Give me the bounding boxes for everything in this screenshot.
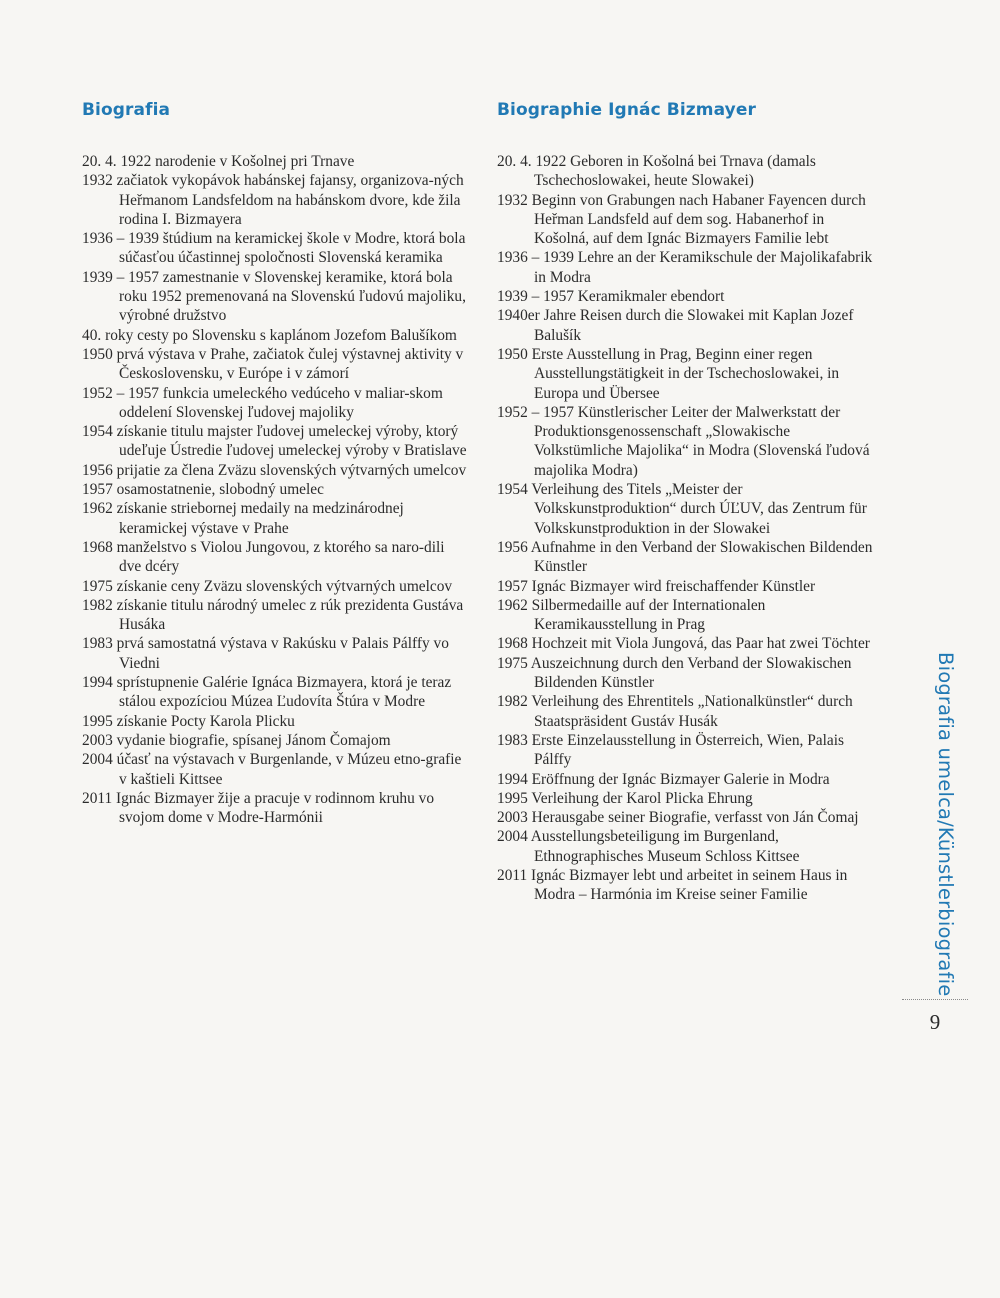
timeline-entry: 1939 – 1957 zamestnanie v Slovenskej keramike, ktorá bola roku 1952 premenovaná na Slovenskú ľudovú majoliku, výrobné družstvo xyxy=(82,268,466,325)
timeline-entry: 2003 Herausgabe seiner Biografie, verfasst von Ján Čomaj xyxy=(497,809,859,827)
timeline-german xyxy=(497,152,882,905)
timeline-entry: 1982 Verleihung des Ehrentitels „Nationalkünstler“ durch Staatspräsident Gustáv Husák xyxy=(497,693,853,730)
timeline-entry: 1932 začiatok vykopávok habánskej fajansy, organizova-ných Heřmanom Landsfeldom na habánskom dvore, kde žila rodina I. Bizmayera xyxy=(82,172,464,228)
timeline-entry: 1932 Beginn von Grabungen nach Habaner Fayencen durch Heřman Landsfeld auf dem sog. Habanerhof in Košolná, auf dem Ignác Bizmayers Familie lebt xyxy=(497,191,866,248)
timeline-entry: 1936 – 1939 štúdium na keramickej škole v Modre, ktorá bola súčasťou účastinnej spoločnosti Slovenská keramika xyxy=(82,230,466,267)
section-title-vertical: Biografia umelca/Künstlerbiografie xyxy=(934,652,957,997)
timeline-slovak xyxy=(82,152,467,827)
heading-biographie: Biographie Ignác Bizmayer xyxy=(497,100,756,120)
timeline-entry: 1954 Verleihung des Titels „Meister der Volkskunstproduktion“ durch ÚĽUV, das Zentrum für Volkskunstproduktion in der Slowakei xyxy=(497,481,867,537)
timeline-entry: 1994 Eröffnung der Ignác Bizmayer Galerie in Modra xyxy=(497,770,830,788)
timeline-entry: 1940er Jahre Reisen durch die Slowakei mit Kaplan Jozef Balušík xyxy=(497,307,854,344)
timeline-entry: 1982 získanie titulu národný umelec z rúk prezidenta Gustáva Husáka xyxy=(82,596,464,634)
timeline-entry: 2004 účasť na výstavach v Burgenlande, v Múzeu etno-grafie v kaštieli Kittsee xyxy=(82,751,462,788)
timeline-entry: 2003 vydanie biografie, spísanej Jánom Čomajom xyxy=(82,731,391,749)
timeline-entry: 1950 prvá výstava v Prahe, začiatok čulej výstavnej aktivity v Československu, v Európe i v zámorí xyxy=(82,345,464,383)
timeline-entry: 1975 získanie ceny Zväzu slovenských výtvarných umelcov xyxy=(82,577,453,595)
timeline-entry: 1962 Silbermedaille auf der Internationalen Keramikausstellung in Prag xyxy=(497,596,766,634)
timeline-entry: 1952 – 1957 Künstlerischer Leiter der Malwerkstatt der Produktionsgenossenschaft „Slowakische Volkstümliche Majolika“ in Modra (Slovenská ľudová majolika Modra) xyxy=(497,403,870,479)
timeline-entry: 1956 Aufnahme in den Verband der Slowakischen Bildenden Künstler xyxy=(497,538,873,576)
divider xyxy=(902,999,968,1000)
timeline-entry: 1968 manželstvo s Violou Jungovou, z ktorého sa naro-dili dve dcéry xyxy=(82,538,445,576)
timeline-entry: 1950 Erste Ausstellung in Prag, Beginn einer regen Ausstellungstätigkeit in der Tschechoslowakei, in Europa und Übersee xyxy=(497,345,840,402)
timeline-entry: 1939 – 1957 Keramikmaler ebendort xyxy=(497,288,725,306)
timeline-entry: 1952 – 1957 funkcia umeleckého vedúceho v maliar-skom oddelení Slovenskej ľudovej majoliky xyxy=(82,384,443,421)
timeline-entry: 1983 prvá samostatná výstava v Rakúsku v Palais Pálffy vo Viedni xyxy=(82,635,449,672)
timeline-entry: 1956 prijatie za člena Zväzu slovenských výtvarných umelcov xyxy=(82,461,467,479)
timeline-entry: 20. 4. 1922 narodenie v Košolnej pri Trnave xyxy=(82,153,355,170)
timeline-entry: 1983 Erste Einzelausstellung in Österreich, Wien, Palais Pálffy xyxy=(497,731,845,769)
timeline-entry: 1954 získanie titulu majster ľudovej umeleckej výroby, ktorý udeľuje Ústredie ľudovej umeleckej výroby v Bratislave xyxy=(82,423,467,460)
timeline-entry: 40. roky cesty po Slovensku s kaplánom Jozefom Balušíkom xyxy=(82,326,457,344)
timeline-entry: 1957 osamostatnenie, slobodný umelec xyxy=(82,481,324,499)
timeline-entry: 1994 sprístupnenie Galérie Ignáca Bizmayera, ktorá je teraz stálou expozíciou Múzea Ľudovíta Štúra v Modre xyxy=(82,674,452,711)
page-number: 9 xyxy=(929,1010,941,1034)
timeline-entry: 2004 Ausstellungsbeteiligung im Burgenland, Ethnographisches Museum Schloss Kittsee xyxy=(497,828,800,865)
timeline-entry: 20. 4. 1922 Geboren in Košolná bei Trnava (damals Tschechoslowakei, heute Slowakei) xyxy=(497,153,816,190)
timeline-entry: 1957 Ignác Bizmayer wird freischaffender Künstler xyxy=(497,577,816,595)
timeline-entry: 1968 Hochzeit mit Viola Jungová, das Paar hat zwei Töchter xyxy=(497,635,870,653)
timeline-entry: 1936 – 1939 Lehre an der Keramikschule der Majolikafabrik in Modra xyxy=(497,249,873,286)
heading-biografia: Biografia xyxy=(82,100,171,120)
timeline-entry: 2011 Ignác Bizmayer žije a pracuje v rodinnom kruhu vo svojom dome v Modre-Harmónii xyxy=(82,789,435,827)
timeline-entry: 1995 získanie Pocty Karola Plicku xyxy=(82,712,295,730)
timeline-entry: 1962 získanie striebornej medaily na medzinárodnej keramickej výstave v Prahe xyxy=(82,500,404,537)
timeline-entry: 1995 Verleihung der Karol Plicka Ehrung xyxy=(497,789,753,807)
timeline-entry: 2011 Ignác Bizmayer lebt und arbeitet in seinem Haus in Modra – Harmónia im Kreise seiner Familie xyxy=(497,866,848,904)
timeline-entry: 1975 Auszeichnung durch den Verband der Slowakischen Bildenden Künstler xyxy=(497,654,852,692)
